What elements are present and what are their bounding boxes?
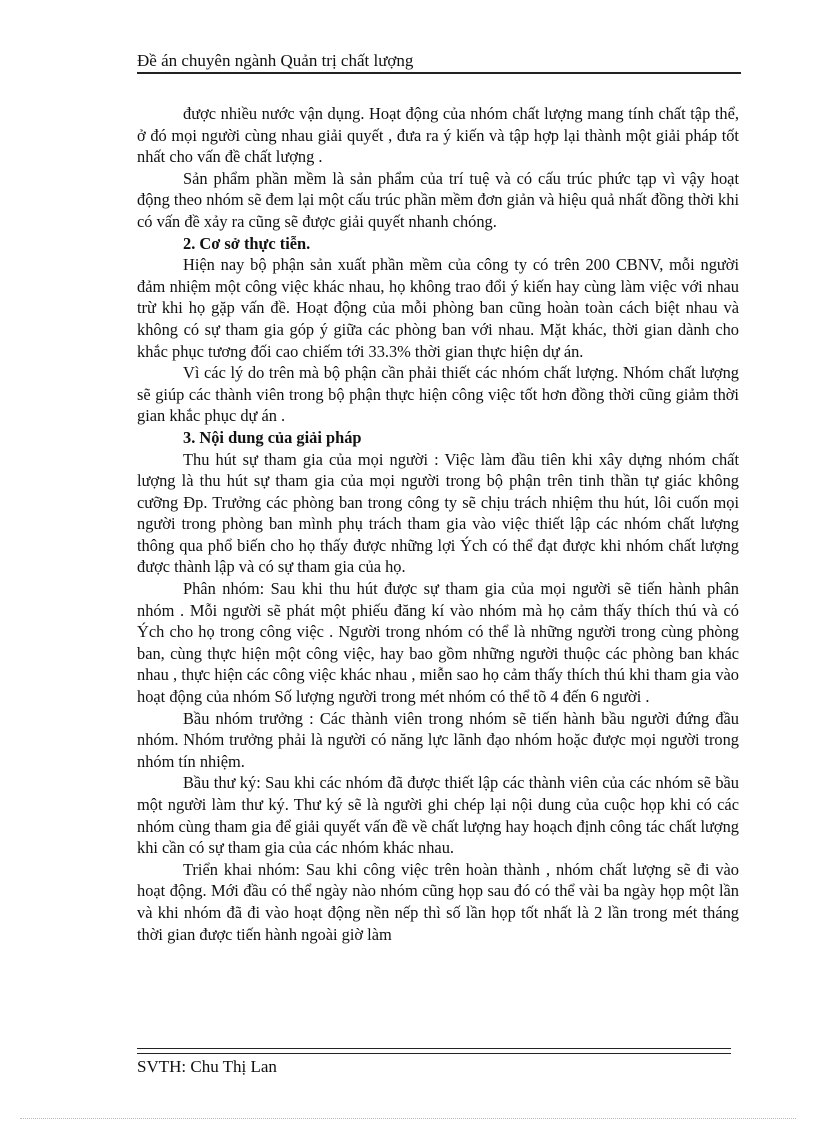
paragraph: Thu hút sự tham gia của mọi người : Việc làm đầu tiên khi xây dựng nhóm chất lượng là thu hút sự tham gia của mọi người trong bộ phận trên tinh thần tự giác không cưỡng Đp. Trưởng các phòng ban trong công ty sẽ chịu trách nhiệm thu hút, lôi cuốn mọi người trong phòng ban mình phụ trách tham gia vào việc thiết lập các nhóm chất lượng thông qua phổ biến cho họ thấy được những lợi Ých có thể đạt được khi nhóm chất lượng được thành lập và có sự tham gia của họ. — [137, 449, 739, 577]
paragraph: Triển khai nhóm: Sau khi công việc trên hoàn thành , nhóm chất lượng sẽ đi vào hoạt động. Mới đầu có thể ngày nào nhóm cũng họp sau đó có thể vài ba ngày họp một lần và khi nhóm đã đi vào hoạt động nền nếp thì số lần họp tốt nhất là 2 lần trong mét tháng thời gian được tiến hành ngoài giờ làm — [137, 859, 739, 944]
paragraph: Sản phẩm phần mềm là sản phẩm của trí tuệ và có cấu trúc phức tạp vì vậy hoạt động theo nhóm sẽ đem lại một cấu trúc phần mềm đơn giản và hiệu quả nhất đồng thời khi có vấn đề xảy ra cũng sẽ được giải quyết nhanh chóng. — [137, 168, 739, 231]
paragraph: được nhiều nước vận dụng. Hoạt động của nhóm chất lượng mang tính chất tập thể, ở đó mọi người cùng nhau giải quyết , đưa ra ý kiến và tập hợp lại thành một giải pháp tốt nhất cho vấn đề chất lượng . — [137, 104, 739, 167]
page-edge-divider — [20, 1118, 796, 1119]
footer-divider — [137, 1048, 731, 1054]
paragraph: Vì các lý do trên mà bộ phận cần phải thiết các nhóm chất lượng. Nhóm chất lượng sẽ giúp các thành viên trong bộ phận thực hiện công việc tốt hơn đồng thời cũng giảm thời gian khắc phục dự án . — [137, 363, 739, 426]
document-body — [137, 103, 739, 945]
paragraph: Hiện nay bộ phận sản xuất phần mềm của công ty có trên 200 CBNV, mỗi người đảm nhiệm một công việc khác nhau, họ không trao đổi ý kiến hay cùng làm việc với nhau trừ khi họ gặp vấn đề. Hoạt động của mỗi phòng ban cũng hoàn toàn cách biệt nhau và không có sự tham gia góp ý giữa các phòng ban với nhau. Mặt khác, thời gian dành cho khắc phục tương đối cao chiếm tới 33.3% thời gian thực hiện dự án. — [137, 255, 739, 361]
section-heading: 2. Cơ sở thực tiễn. — [183, 233, 311, 253]
paragraph: Bầu nhóm trưởng : Các thành viên trong nhóm sẽ tiến hành bầu người đứng đầu nhóm. Nhóm trưởng phải là người có năng lực lãnh đạo nhóm hoặc được mọi người trong nhóm tín nhiệm. — [137, 708, 739, 771]
page-header-title: Đề án chuyên ngành Quản trị chất lượng — [137, 51, 414, 70]
section-heading: 3. Nội dung của giải pháp — [183, 427, 362, 447]
paragraph: Phân nhóm: Sau khi thu hút được sự tham gia của mọi người sẽ tiến hành phân nhóm . Mỗi người sẽ phát một phiếu đăng kí vào nhóm mà họ cảm thấy thích thú và có Ých cho họ trong công việc . Người trong nhóm có thể là những người trong cùng phòng ban, cùng thực hiện một công việc, hay bao gồm những người thuộc các phòng ban khác nhau , thực hiện các công việc khác nhau , miễn sao họ cảm thấy thích thú khi tham gia vào hoạt động của nhóm Số lượng người trong mét nhóm có thể tõ 4 đến 6 người . — [137, 579, 739, 707]
page-footer: SVTH: Chu Thị Lan — [137, 1057, 277, 1076]
paragraph: Bầu thư ký: Sau khi các nhóm đã được thiết lập các thành viên của các nhóm sẽ bầu một người làm thư ký. Thư ký sẽ là người ghi chép lại nội dung của cuộc họp khi có các nhóm cùng tham gia để giải quyết vấn đề về chất lượng hay hoạch định công tác chất lượng khi cần có sự tham gia của các nhóm khác nhau. — [137, 773, 739, 858]
page-header — [137, 50, 741, 74]
